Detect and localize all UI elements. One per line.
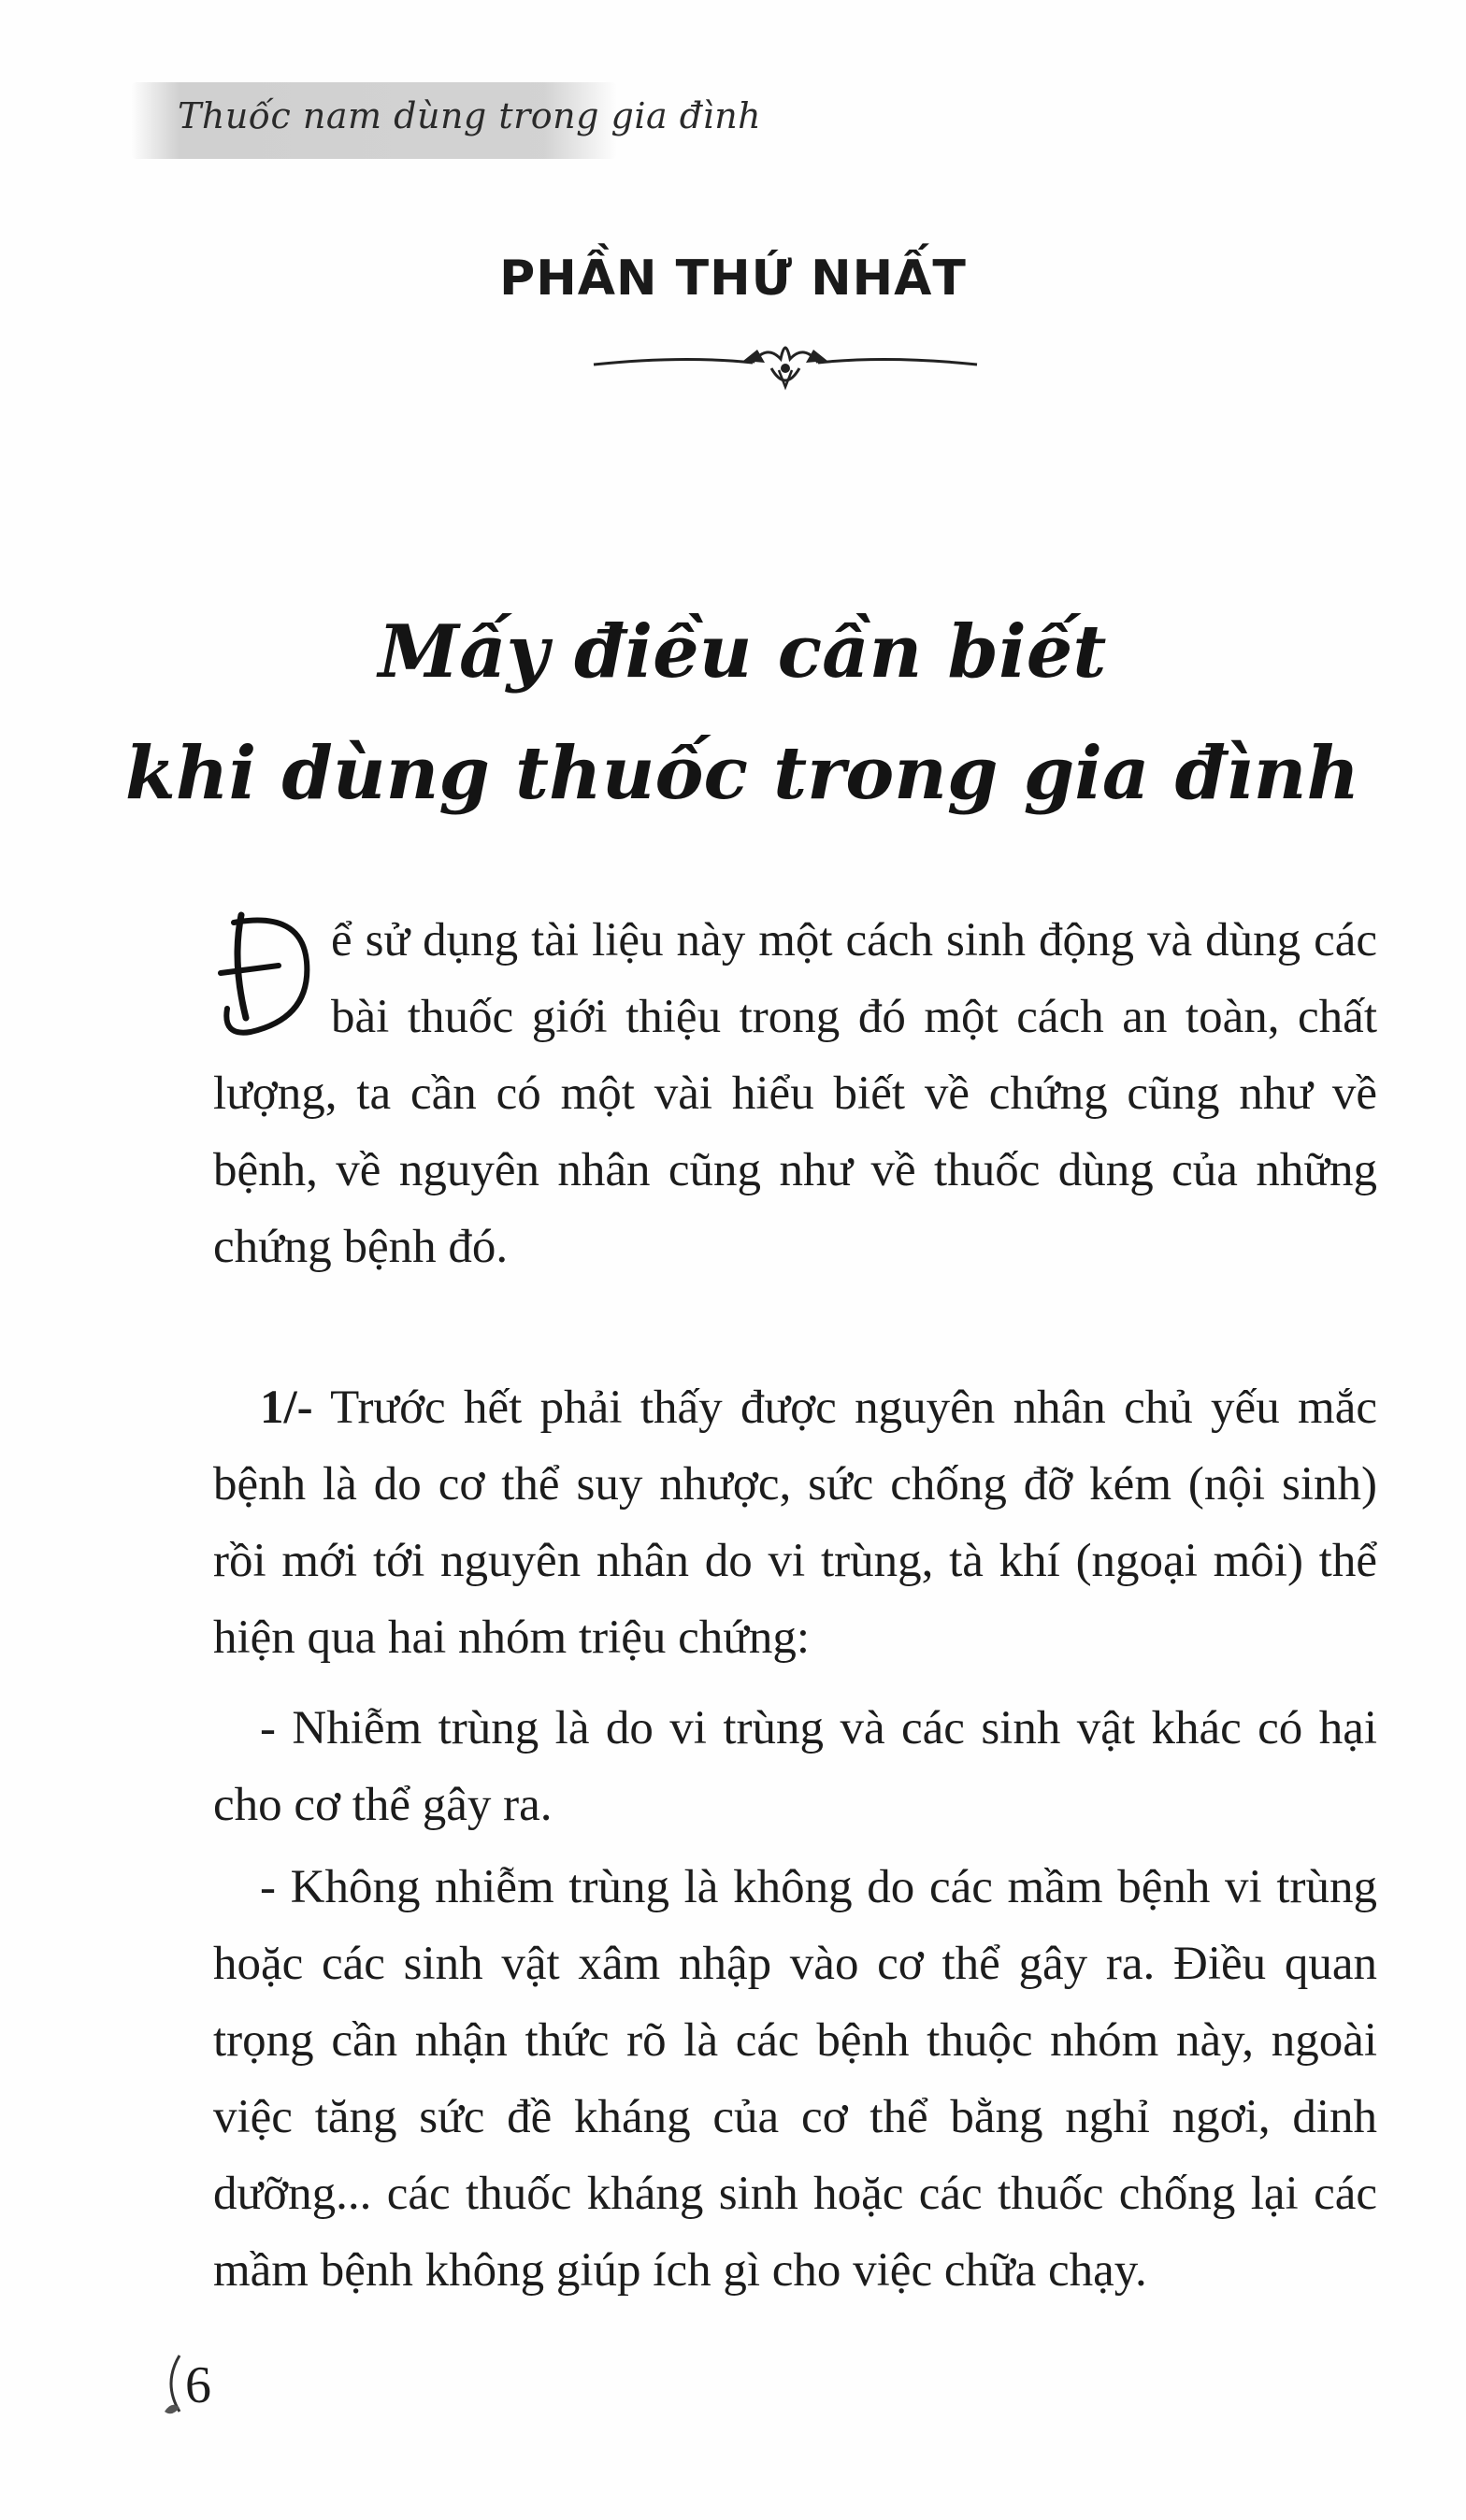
flourish-ornament-icon <box>589 327 982 402</box>
point-1-number: 1/- <box>260 1382 313 1434</box>
point-1-text: Trước hết phải thấy được nguyên nhân chủ yếu mắc bệnh là do cơ thể suy nhược, sức chống đỡ kém (nội sinh) rồi mới tới nguyên nhân do vi trùng, tà khí (ngoại môi) thể hiện qua hai nhóm triệu chứng: <box>213 1382 1377 1664</box>
page-number: 6 <box>185 2356 211 2414</box>
running-header-text: Thuốc nam dùng trong gia đình <box>178 95 762 136</box>
intro-text: ể sử dụng tài liệu này một cách sinh động và dùng các bài thuốc giới thiệu trong đó một cách an toàn, chất lượng, ta cần có một vài hiểu biết về chứng cũng như về bệnh, về nguyên nhân cũng như về thuốc dùng của những chứng bệnh đó. <box>213 914 1377 1273</box>
chapter-title-line-1: Mấy điều cần biết <box>378 609 1107 694</box>
dropcap-letter: Đ <box>213 906 214 907</box>
dash-item-non-infection-text: - Không nhiễm trùng là không do các mầm bệnh vi trùng hoặc các sinh vật xâm nhập vào cơ thể gây ra. Điều quan trọng cần nhận thức rõ là các bệnh thuộc nhóm này, ngoài việc tăng sức đề kháng của cơ thể bằng nghỉ ngơi, dinh dưỡng... các thuốc kháng sinh hoặc các thuốc chống lại các mầm bệnh không giúp ích gì cho việc chữa chạy. <box>213 1861 1377 2297</box>
dash-item-infection <box>213 1690 1377 1843</box>
dropcap-letter-icon <box>213 906 325 1046</box>
chapter-title-line-2: khi dùng thuốc trong gia đình <box>124 731 1360 816</box>
running-header <box>131 82 762 159</box>
point-1-paragraph <box>213 1369 1377 1676</box>
intro-paragraph <box>213 902 1377 1285</box>
dash-item-non-infection <box>213 1849 1377 2309</box>
part-heading: PHẦN THỨ NHẤT <box>499 251 967 307</box>
dash-item-infection-text: - Nhiễm trùng là do vi trùng và các sinh vật khác có hại cho cơ thể gây ra. <box>213 1702 1377 1831</box>
